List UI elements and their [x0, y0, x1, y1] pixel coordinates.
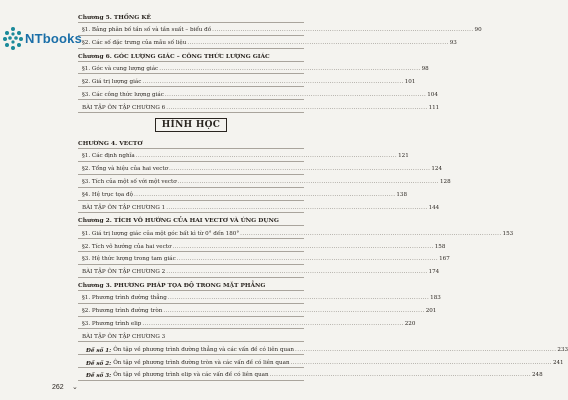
toc-page-number: 111: [428, 104, 440, 111]
toc-entry-title: §4. Hệ trục tọa độ: [82, 191, 133, 198]
toc-dot-leader: ........................................................................................................................: [142, 320, 404, 327]
toc-item-row: [78, 175, 451, 188]
toc-item-row: [78, 226, 514, 239]
toc-exercise-row: [78, 265, 440, 278]
toc-item-row: [78, 252, 450, 265]
ntbooks-logo: [2, 26, 82, 50]
toc-page-number: 241: [552, 359, 564, 366]
toc-dot-leader: ........................................................................................................................: [177, 179, 439, 186]
toc-page-number: 220: [404, 320, 416, 327]
toc-dot-leader: ........................................................................................................................: [240, 230, 502, 237]
toc-entry-title: Ôn tập về phương trình elip và các vấn đề có liên quan: [113, 372, 269, 379]
toc-item-row: [78, 162, 443, 175]
toc-item-row: [78, 62, 429, 75]
toc-dot-leader: ........................................................................................................................: [166, 204, 428, 211]
toc-dot-leader: ........................................................................................................................: [163, 308, 425, 314]
toc-entry-title: §2. Các số đặc trưng của mẫu số liệu: [82, 40, 187, 47]
section-heading: HÌNH HỌC: [155, 118, 227, 132]
toc-entry-title: Chương 5. THỐNG KÊ: [78, 13, 151, 21]
toc-dot-leader: ........................................................................................................................: [269, 372, 531, 379]
page-number: 262: [52, 384, 64, 391]
toc-entry-title: §1. Góc và cung lượng giác: [82, 65, 159, 72]
toc-item-row: [78, 317, 416, 330]
toc-page-number: 248: [532, 372, 543, 379]
toc-page-number: 201: [425, 308, 437, 314]
toc-page-number: 104: [427, 91, 438, 98]
toc-entry-title: §3. Các công thức lượng giác: [82, 91, 164, 98]
toc-dot-leader: ........................................................................................................................: [172, 243, 434, 250]
toc-page-number: 98: [421, 65, 429, 72]
toc-sub-row: [78, 355, 564, 368]
toc-item-row: [78, 74, 416, 87]
toc-sub-row: [78, 342, 568, 355]
toc-item-row: [78, 188, 408, 201]
toc-entry-title: §3. Hệ thức lượng trong tam giác: [82, 256, 176, 263]
toc-entry-title: Ôn tập về phương trình đường tròn và các vấn đề có liên quan: [113, 359, 290, 366]
toc-page-number: 153: [502, 230, 514, 237]
toc-dot-leader: ........................................................................................................................: [135, 153, 398, 160]
toc-page-number: 124: [431, 166, 443, 173]
toc-dot-leader: ........................................................................................................................: [212, 27, 474, 34]
toc-page-number: 144: [428, 204, 440, 211]
toc-item-row: [78, 304, 437, 317]
table-of-contents: [78, 10, 568, 381]
toc-chapter-row: [78, 136, 304, 149]
toc-page-number: 183: [430, 295, 441, 302]
toc-dot-leader: ........................................................................................................................: [166, 269, 428, 276]
toc-chapter-row: [78, 49, 304, 62]
toc-dot-leader: ........................................................................................................................: [168, 166, 431, 173]
toc-chapter-row: [78, 10, 304, 23]
toc-entry-title: BÀI TẬP ÔN TẬP CHƯƠNG 3: [82, 333, 166, 340]
logo-text: NTbooks: [25, 30, 83, 46]
toc-page-number: 90: [474, 27, 482, 34]
toc-item-row: [78, 36, 457, 49]
toc-exercise-row: [78, 329, 304, 342]
toc-entry-title: Ôn tập về phương trình đường thẳng và các vấn đề có liên quan: [113, 346, 295, 353]
toc-dot-leader: ........................................................................................................................: [187, 40, 449, 47]
toc-entry-title: §1. Phương trình đường thẳng: [82, 295, 167, 302]
chevron-down-icon: ⌄: [72, 383, 78, 391]
toc-sub-row: [78, 368, 543, 381]
toc-sub-label: Đề số 3:: [86, 373, 112, 380]
section-heading-wrap: [78, 118, 304, 132]
toc-dot-leader: ........................................................................................................................: [166, 104, 428, 111]
toc-item-row: [78, 291, 441, 304]
toc-item-row: [78, 239, 446, 252]
toc-entry-title: §2. Tổng và hiệu của hai vectơ: [82, 166, 168, 173]
toc-bottom-section: [78, 136, 568, 381]
toc-entry-title: BÀI TẬP ÔN TẬP CHƯƠNG 6: [82, 104, 166, 111]
toc-sub-label: Đề số 1:: [86, 347, 112, 354]
toc-sub-label: Đề số 2:: [86, 360, 112, 367]
toc-entry-title: Chương 6. GÓC LƯỢNG GIÁC – CÔNG THỨC LƯỢNG GIÁC: [78, 52, 270, 60]
toc-dot-leader: ........................................................................................................................: [164, 91, 427, 98]
toc-page-number: 128: [439, 179, 451, 186]
toc-dot-leader: ........................................................................................................................: [134, 191, 396, 198]
toc-item-row: [78, 23, 482, 36]
toc-entry-title: Chương 3. PHƯƠNG PHÁP TỌA ĐỘ TRONG MẶT PHẲNG: [78, 281, 266, 289]
toc-page-number: 93: [449, 40, 457, 47]
toc-entry-title: §1. Các định nghĩa: [82, 153, 135, 160]
toc-entry-title: BÀI TẬP ÔN TẬP CHƯƠNG 2: [82, 269, 166, 276]
toc-page-number: 121: [398, 153, 409, 160]
toc-dot-leader: ........................................................................................................................: [167, 295, 430, 302]
toc-page-number: 167: [439, 256, 450, 263]
toc-page-number: 158: [434, 243, 446, 250]
toc-dot-leader: ........................................................................................................................: [159, 65, 421, 72]
toc-page-number: 101: [404, 78, 416, 85]
toc-exercise-row: [78, 100, 440, 113]
toc-chapter-row: [78, 213, 304, 226]
toc-entry-title: Chương 2. TÍCH VÔ HƯỚNG CỦA HAI VECTƠ VÀ ỨNG DỤNG: [78, 217, 279, 225]
toc-item-row: [78, 87, 438, 100]
toc-page-number: 233: [557, 346, 568, 353]
toc-exercise-row: [78, 201, 440, 214]
toc-entry-title: §2. Giá trị lượng giác: [82, 78, 142, 85]
toc-entry-title: §3. Tích của một số với một vectơ: [82, 179, 177, 186]
toc-entry-title: §1. Giá trị lượng giác của một góc bất kì từ 0° đến 180°: [82, 230, 240, 237]
toc-dot-leader: ........................................................................................................................: [176, 256, 439, 263]
toc-entry-title: §2. Tích vô hướng của hai vectơ: [82, 243, 172, 250]
toc-top-section: [78, 10, 482, 113]
toc-dot-leader: ........................................................................................................................: [290, 359, 552, 366]
toc-chapter-row: [78, 278, 304, 291]
toc-entry-title: BÀI TẬP ÔN TẬP CHƯƠNG 1: [82, 204, 166, 211]
toc-entry-title: §3. Phương trình elip: [82, 320, 142, 327]
toc-dot-leader: ........................................................................................................................: [295, 346, 557, 353]
toc-entry-title: §1. Bảng phân bố tần số và tần suất – biểu đồ: [82, 27, 212, 34]
toc-entry-title: CHƯƠNG 4. VECTƠ: [78, 140, 143, 148]
toc-item-row: [78, 149, 409, 162]
toc-entry-title: §2. Phương trình đường tròn: [82, 308, 163, 314]
ntbooks-logo-icon: [2, 26, 24, 50]
toc-page-number: 174: [428, 269, 440, 276]
toc-dot-leader: ........................................................................................................................: [142, 78, 404, 85]
toc-page-number: 138: [396, 191, 408, 198]
